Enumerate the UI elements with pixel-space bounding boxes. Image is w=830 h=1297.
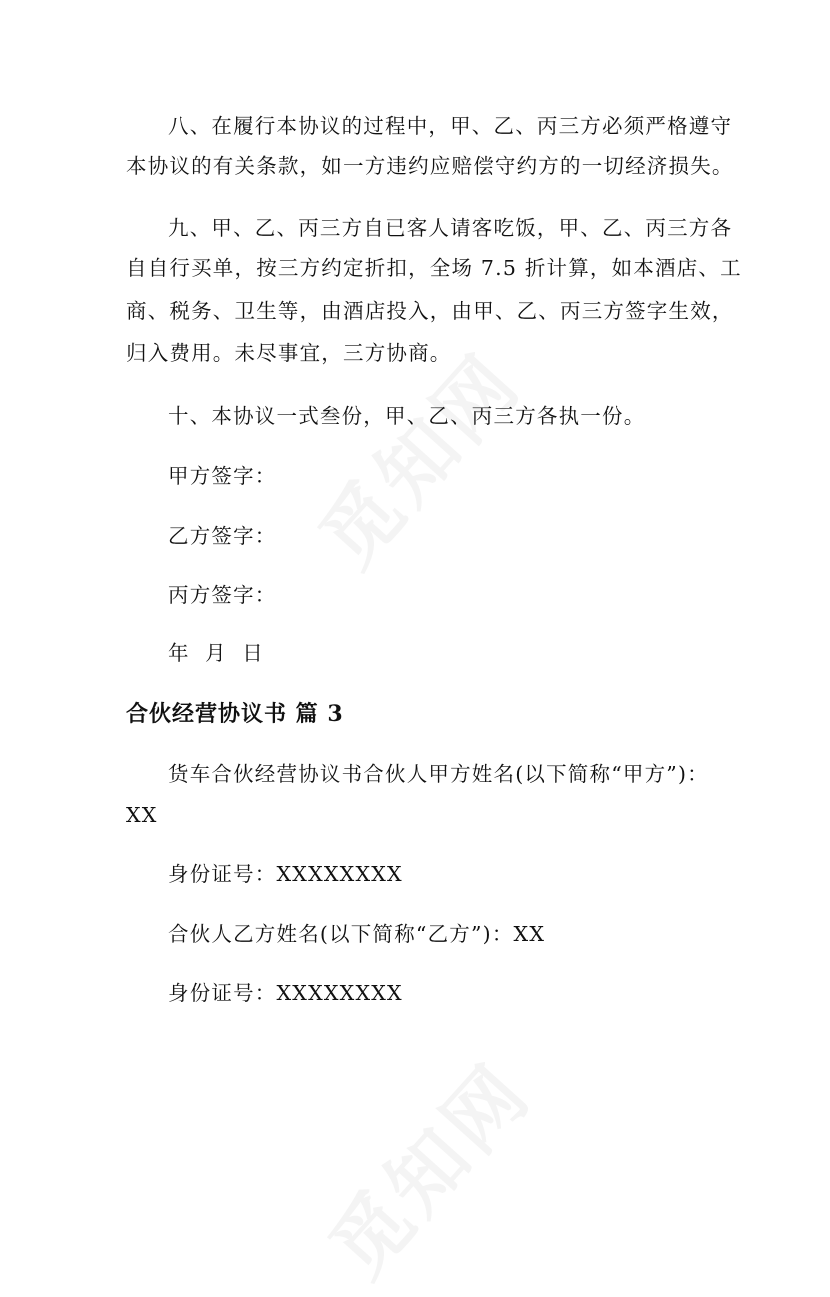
party-b-name: 合伙人乙方姓名(以下简称“乙方”)：XX xyxy=(168,922,546,946)
section-3-intro-line-1: 货车合伙经营协议书合伙人甲方姓名(以下简称“甲方”)： xyxy=(168,762,709,786)
section-3-intro-line-2: XX xyxy=(126,803,158,827)
watermark-bottom xyxy=(300,1035,552,1297)
party-a-signature: 甲方签字： xyxy=(168,464,277,488)
clause-9-line-1: 九、甲、乙、丙三方自已客人请客吃饭，甲、乙、丙三方各 xyxy=(168,216,733,240)
clause-10: 十、本协议一式叁份，甲、乙、丙三方各执一份。 xyxy=(168,404,646,428)
party-a-id-number: 身份证号：XXXXXXXX xyxy=(168,862,403,886)
party-c-signature: 丙方签字： xyxy=(168,583,277,607)
clause-9-line-2: 自自行买单，按三方约定折扣，全场 7.5 折计算，如本酒店、工 xyxy=(126,256,742,280)
clause-9-line-3: 商、税务、卫生等，由酒店投入，由甲、乙、丙三方签字生效， xyxy=(126,299,734,323)
clause-8-line-2: 本协议的有关条款，如一方违约应赔偿守约方的一切经济损失。 xyxy=(126,154,734,178)
section-3-title: 合伙经营协议书 篇 3 xyxy=(126,701,344,727)
party-b-signature: 乙方签字： xyxy=(168,524,277,548)
clause-8-line-1: 八、在履行本协议的过程中，甲、乙、丙三方必须严格遵守 xyxy=(168,114,733,138)
signature-date: 年 月 日 xyxy=(168,641,264,665)
party-b-id-number: 身份证号：XXXXXXXX xyxy=(168,981,403,1005)
clause-9-line-4: 归入费用。未尽事宜，三方协商。 xyxy=(126,341,452,365)
